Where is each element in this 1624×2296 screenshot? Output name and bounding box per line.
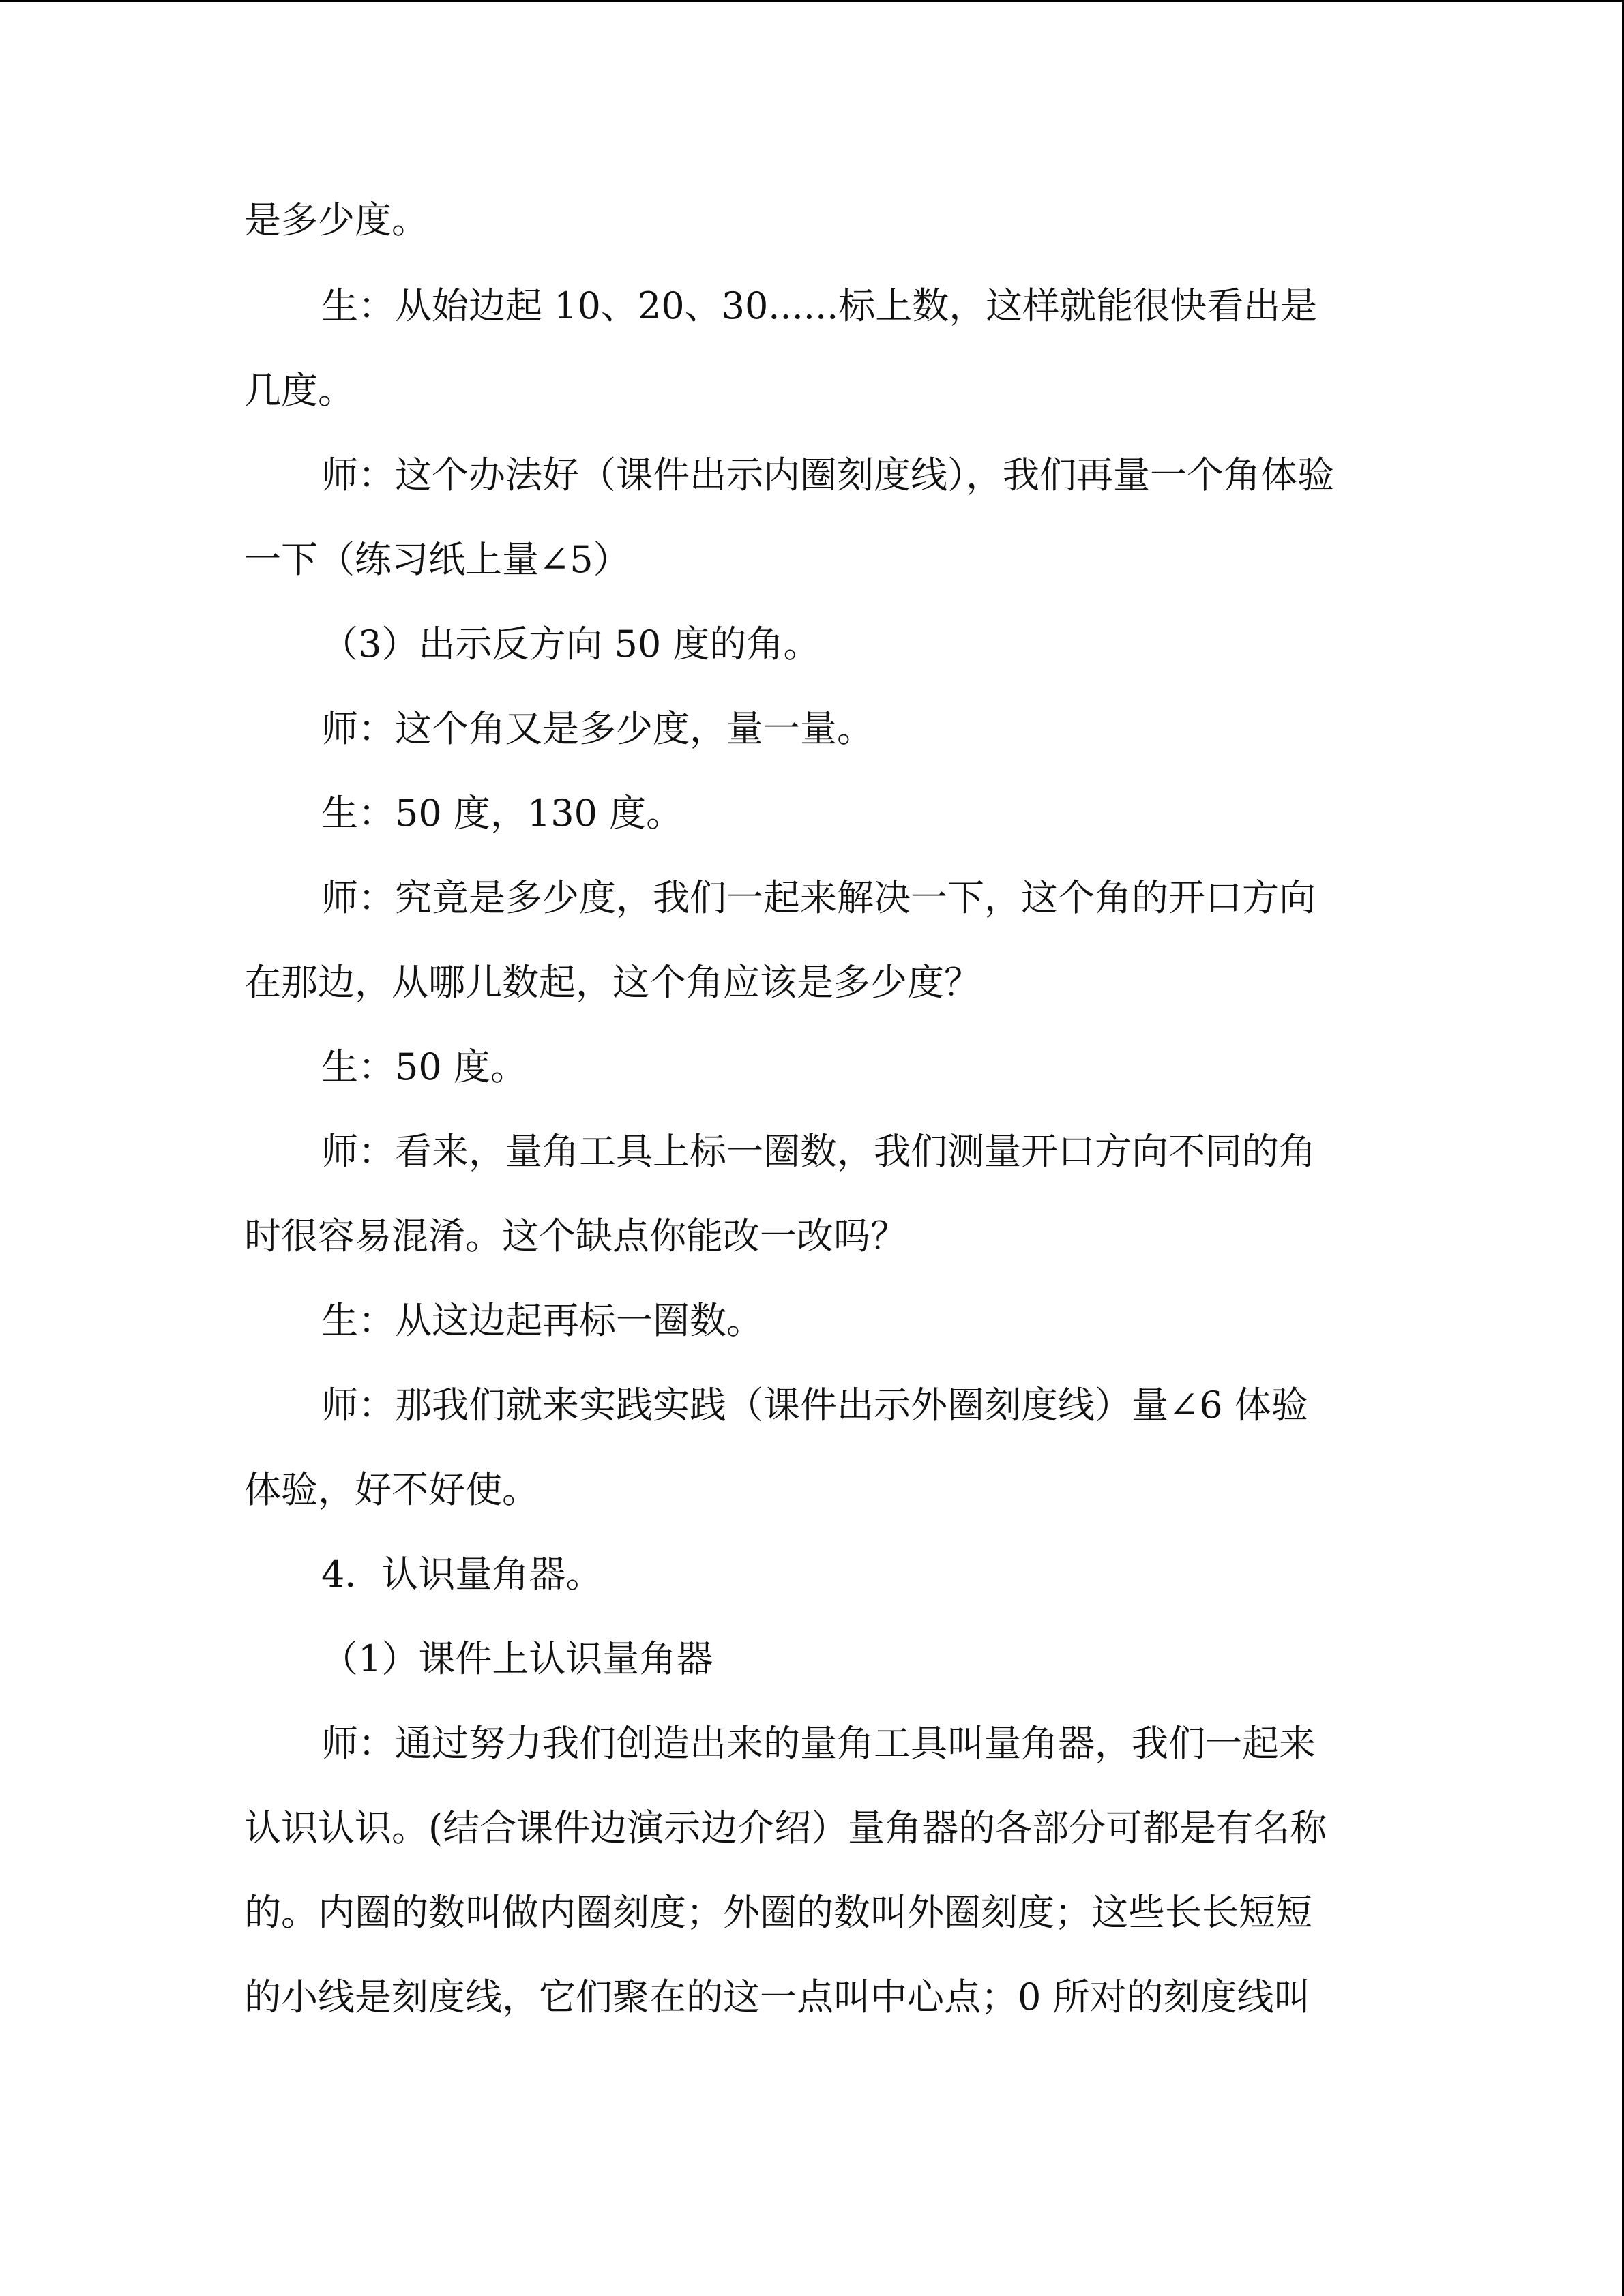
text-line: （3）出示反方向 50 度的角。 — [321, 623, 821, 666]
text-line: 生：50 度。 — [321, 1045, 527, 1088]
text-line: 生：50 度，130 度。 — [321, 792, 683, 835]
text-line: 生：从始边起 10、20、30......标上数，这样就能很快看出是 — [321, 284, 1318, 327]
text-line: 师：通过努力我们创造出来的量角工具叫量角器，我们一起来 — [321, 1722, 1316, 1765]
text-line: 生：从这边起再标一圈数。 — [321, 1299, 763, 1342]
text-line: （1）课件上认识量角器 — [321, 1637, 713, 1680]
text-line: 的小线是刻度线，它们聚在的这一点叫中心点；0 所对的刻度线叫 — [244, 1976, 1311, 2018]
text-line: 认识认识。(结合课件边演示边介绍）量角器的各部分可都是有名称 — [244, 1806, 1327, 1849]
text-line: 一下（练习纸上量∠5） — [244, 538, 630, 581]
text-line: 师：看来，量角工具上标一圈数，我们测量开口方向不同的角 — [321, 1130, 1316, 1173]
text-line: 几度。 — [244, 369, 355, 412]
text-line: 的。内圈的数叫做内圈刻度；外圈的数叫外圈刻度；这些长长短短 — [244, 1891, 1312, 1934]
text-line: 师：这个办法好（课件出示内圈刻度线），我们再量一个角体验 — [321, 453, 1334, 496]
text-line: 师：究竟是多少度，我们一起来解决一下，这个角的开口方向 — [321, 876, 1316, 919]
text-line: 4．认识量角器。 — [321, 1553, 603, 1596]
text-line: 师：这个角又是多少度，量一量。 — [321, 707, 874, 750]
text-line: 在那边，从哪儿数起，这个角应该是多少度？ — [244, 961, 981, 1004]
text-line: 体验，好不好使。 — [244, 1468, 539, 1511]
text-line: 时很容易混淆。这个缺点你能改一改吗？ — [244, 1214, 907, 1257]
text-line: 是多少度。 — [244, 198, 428, 241]
text-line: 师：那我们就来实践实践（课件出示外圈刻度线）量∠6 体验 — [321, 1384, 1308, 1427]
